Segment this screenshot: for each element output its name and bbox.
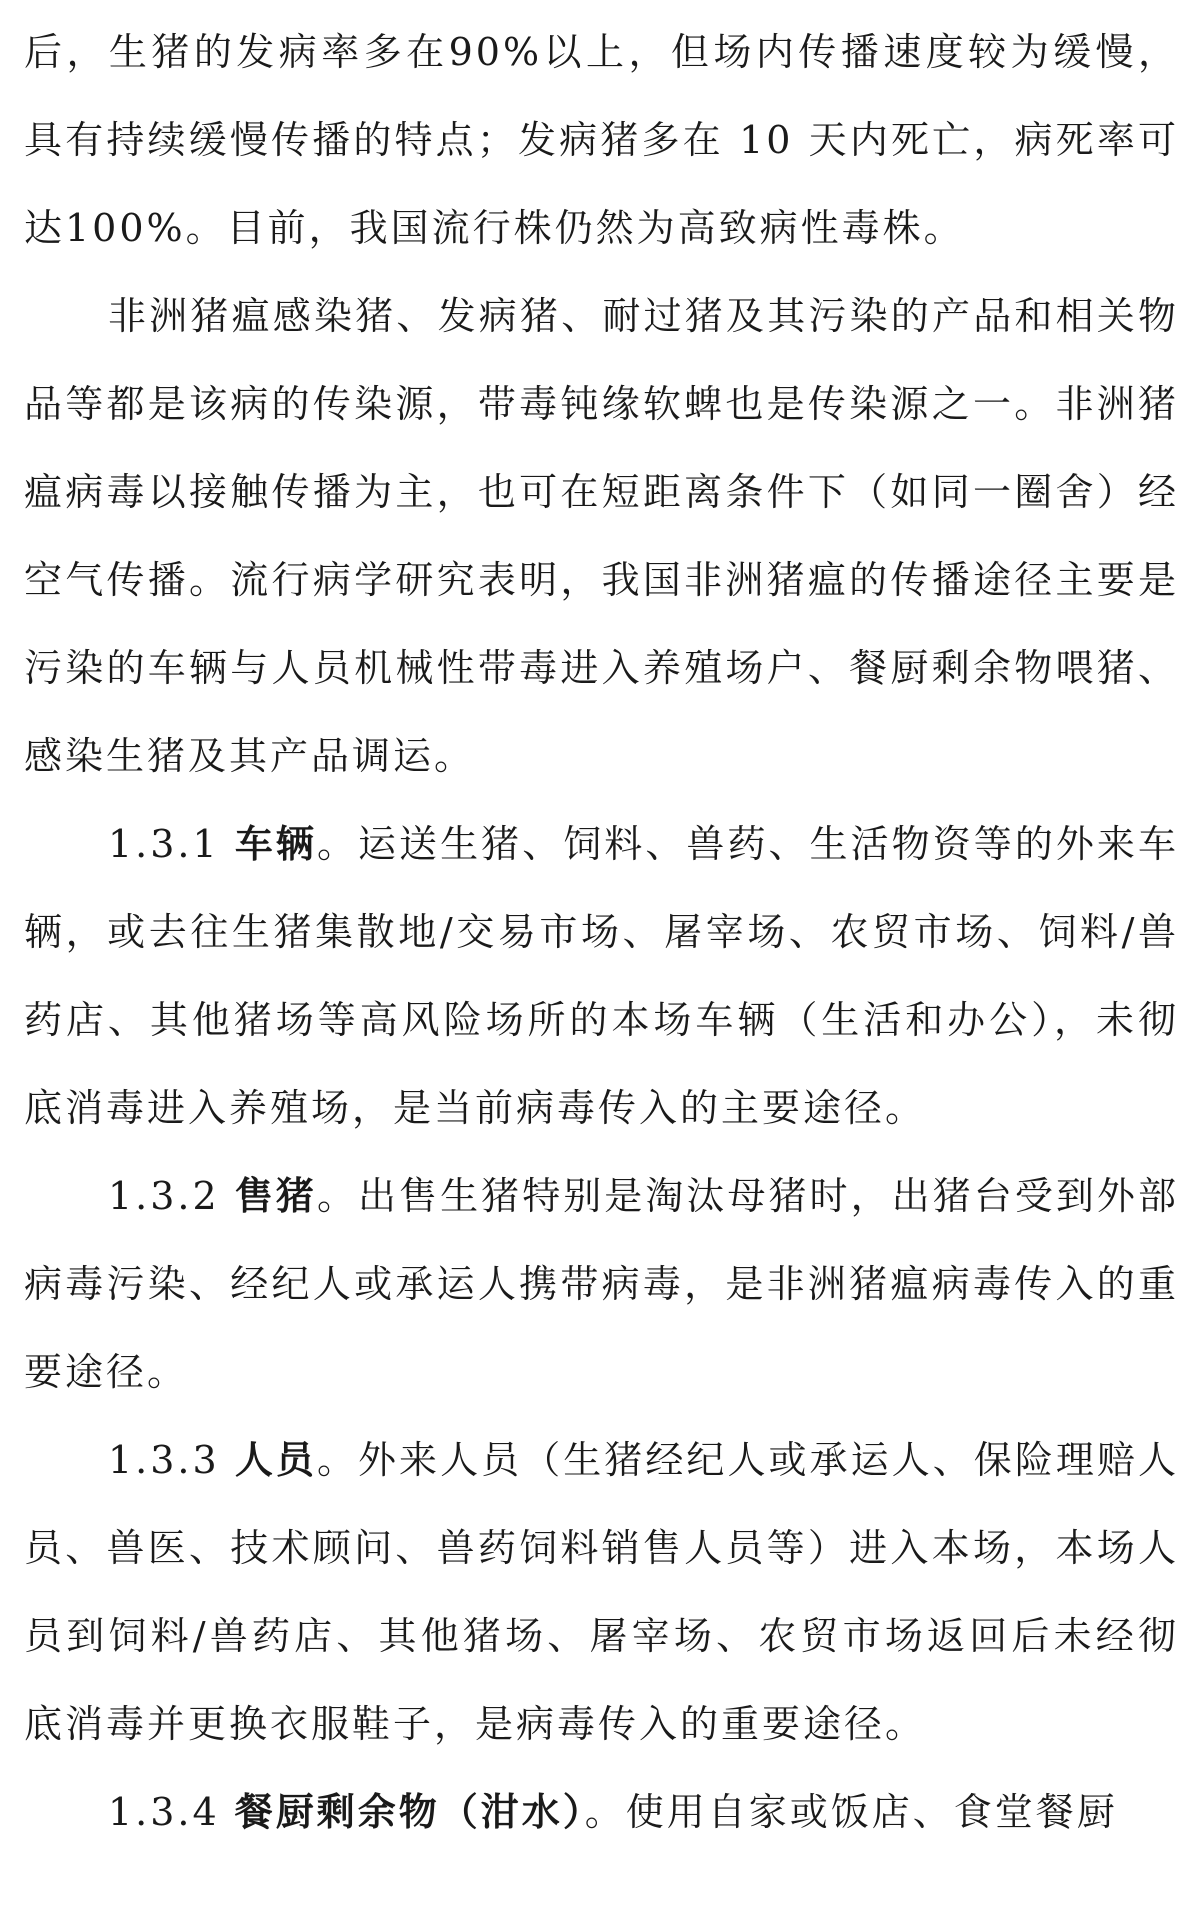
section-title: 车辆 xyxy=(234,822,317,866)
paragraph-transmission-sources: 非洲猪瘟感染猪、发病猪、耐过猪及其污染的产品和相关物品等都是该病的传染源，带毒钝缘软蜱也是传染源之一。非洲猪瘟病毒以接触传播为主，也可在短距离条件下（如同一圈舍）经空气传播。流行病学研究表明，我国非洲猪瘟的传播途径主要是污染的车辆与人员机械性带毒进入养殖场户、餐厨剩余物喂猪、感染生猪及其产品调运。 xyxy=(24,294,1179,778)
section-number: 1.3.2 xyxy=(108,1174,235,1218)
section-body: 。使用自家或饭店、食堂餐厨 xyxy=(584,1790,1118,1834)
section-number: 1.3.4 xyxy=(108,1790,235,1834)
section-title: 售猪 xyxy=(234,1174,317,1218)
section-number: 1.3.3 xyxy=(108,1438,235,1482)
section-1-3-4-kitchen-waste xyxy=(24,1768,1179,1856)
section-number: 1.3.1 xyxy=(108,822,235,866)
section-body: 。运送生猪、饲料、兽药、生活物资等的外来车辆，或去往生猪集散地/交易市场、屠宰场、农贸市场、饲料/兽药店、其他猪场等高风险场所的本场车辆（生活和办公），未彻底消毒进入养殖场，是当前病毒传入的主要途径。 xyxy=(24,822,1179,1130)
section-1-3-3-personnel xyxy=(24,1416,1179,1768)
paragraph-infection-rate: 后，生猪的发病率多在90%以上，但场内传播速度较为缓慢，具有持续缓慢传播的特点；发病猪多在 10 天内死亡，病死率可达100%。目前，我国流行株仍然为高致病性毒株。 xyxy=(24,30,1179,250)
section-body: 。出售生猪特别是淘汰母猪时，出猪台受到外部病毒污染、经纪人或承运人携带病毒，是非洲猪瘟病毒传入的重要途径。 xyxy=(24,1174,1179,1394)
section-1-3-2-pig-sales xyxy=(24,1152,1179,1416)
section-1-3-1-vehicles xyxy=(24,800,1179,1152)
section-title: 人员 xyxy=(234,1438,317,1482)
section-title: 餐厨剩余物（泔水） xyxy=(234,1790,585,1834)
section-body: 。外来人员（生猪经纪人或承运人、保险理赔人员、兽医、技术顾问、兽药饲料销售人员等）进入本场，本场人员到饲料/兽药店、其他猪场、屠宰场、农贸市场返回后未经彻底消毒并更换衣服鞋子，是病毒传入的重要途径。 xyxy=(24,1438,1179,1746)
